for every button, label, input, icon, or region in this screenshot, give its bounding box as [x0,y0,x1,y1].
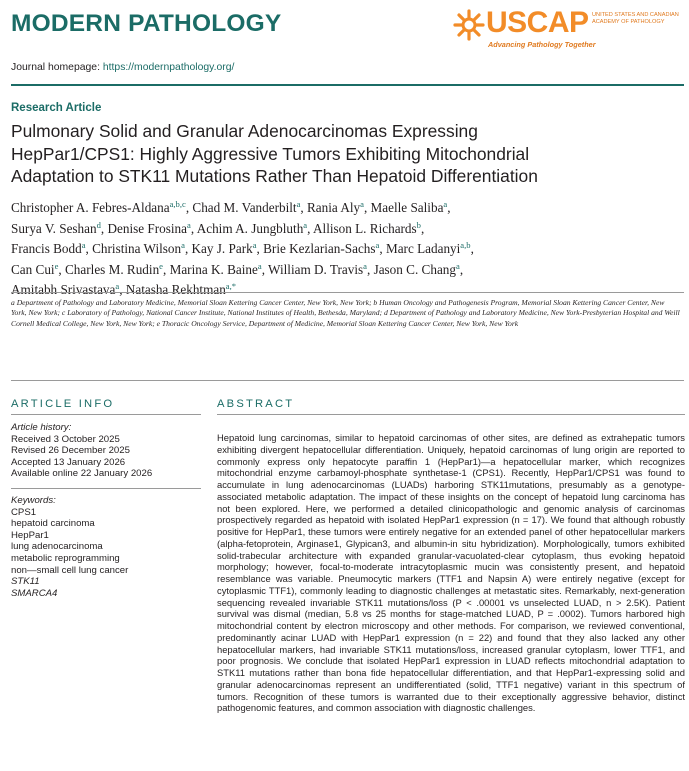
logo-academy-line: UNITED STATES AND CANADIAN ACADEMY OF PATHOLOGY [592,12,679,25]
abstract-rule [217,414,685,415]
section-rule [11,380,684,381]
author-affiliation-mark: e [54,260,59,271]
author-affiliation-mark: a,b [460,240,471,251]
title-line: Adaptation to STK11 Mutations Rather Than Hepatoid Differentiation [11,166,538,187]
author: Surya V. Seshan [11,220,97,236]
keyword-item: non—small cell lung cancer [11,564,129,576]
author: Marina K. Baine [169,261,258,277]
author: Allison L. Richards [313,220,417,236]
logo-tagline: Advancing Pathology Together [488,40,596,49]
abstract-text: Hepatoid lung carcinomas, similar to hepatoid carcinomas of other sites, are defined as extrahepatic tumors exhibiting divergent hepatocellular differentiation. Uniquely, hepatoid carcinomas of lung origin are reported to commonly express only hepatocyte paraffin 1 (HepPar1)—a hepatocellular marker, which recognizes mitochondrial enzyme carbamoyl-phosphate synthetase-1 (CPS1). Recently, HepPar1/CPS1 was found to accumulate in lung adenocarcinomas (LUADs) harboring STK11mutations, presumably as a genotype-associated metabolic adaptation. The impact of these insights on the concept of hepatoid lung carcinoma has not been explored. Here, we performed a detailed clinicopathologic and genomic analysis of carcinomas prospectively regarded as hepatoid with isolated HepPar1 expression (n = 17). We found that although robustly positive for HepPar1, these tumors were entirely negative for an extended panel of other hepatocellular markers (alpha-fetoprotein, Arginase1, Glypican3, and albumin-in situ hybridization). Morphologically, tumors exhibited solid-trabecular architecture with expanded granular-vacuolated-clear cytoplasm, thus evoking hepatoid morphology; however, focal-to-moderate intracytoplasmic mucin was consistently present, and hepatoid resemblance was variable. Pneumocytic markers (TTF1 and Napsin A) were entirely negative (except for cytoplasmic TTF1), commonly leading to diagnostic challenges at metastatic sites. Remarkably, next-generation sequencing revealed invariable STK11 mutations/loss (P < .00001 vs unselected LUAD, n > 2.5K). Patient survival was dismal (median, 5.8 vs 25 months for stage-matched LUAD, P = .0002). Tumors harbored high mitochondrial content by electron microscopy and other methods. For comparison, we reviewed conventional, predominantly acinar LUAD with HepPar1 expression (n = 22) and found that they also lacked any other hepatocellular markers, had invariable STK11 mutations/loss, increased granular cytoplasm, lower TTF1, and poor prognosis. We conclude that isolated HepPar1 expression in LUAD reflects mitochondrial adaptation to STK11 mutations rather than bona fide hepatocellular differentiation, and that HepPar1-expressing solid and granular adenocarcinomas represent an undifferentiated (solid, TTF1 negative) variant in this spectrum of tumors. Recognition of these tumors is warranted due to their exceptionally aggressive behavior, distinct pathogenomic features, and common association with diagnostic challenges. [217,432,685,714]
history-item: Revised 26 December 2025 [11,445,130,457]
author: Rania Aly [307,200,361,215]
author: Marc Ladanyi [385,241,461,257]
author-affiliation-mark: a [455,260,460,271]
author-list: Christopher A. Febres-Aldana$^{a,b,c}$, Chad M. Vanderbilt$^a$, Rania Aly$^a$, Maelle Saliba$^a$, Surya V. Seshan$^d$, Denise Frosina$^a$, Achim A. Jungbluth$^a$, Allison L. Richards$^b$, Francis Bodd$^a$, Christina Wilson$^a$, Kay J. Park$^a$, Brie Kezlarian-Sachs$^a$, Marc Ladanyi$^{a,b}$, Can Cui$^e$, Charles M. Rudin$^e$, Marina K. Baine$^a$, William D. Travis$^a$, Jason C. Chang$^a$, Amitabh Srivastava$^a$, Natasha Rekhtman$^{a,*}$ [11,199,474,298]
author: William D. Travis [268,261,364,277]
article-info-rule [11,414,201,415]
homepage-label: Journal homepage: [11,62,100,73]
author: Achim A. Jungbluth [196,220,304,236]
author: Can Cui [11,261,55,277]
author-affiliation-mark: a [257,260,262,271]
author: Charles M. Rudin [65,261,160,277]
author-affiliation-mark: a [115,281,120,292]
article-history [11,422,201,480]
history-label: Article history: [11,422,72,433]
uscap-logo[interactable] [452,6,684,52]
header-rule [11,84,684,86]
author: Denise Frosina [107,220,187,236]
author: Kay J. Park [191,241,253,257]
author-affiliation-mark: a [252,240,257,251]
keyword-item: CPS1 [11,506,37,518]
author: Natasha Rekhtman [125,282,226,298]
keywords [11,495,201,599]
author-affiliation-mark: a [181,240,185,251]
title-line: HepPar1/CPS1: Highly Aggressive Tumors Exhibiting Mitochondrial [11,143,530,164]
keyword-item: hepatoid carcinoma [11,518,95,530]
author-affiliation-mark: a [186,219,191,230]
author: Brie Kezlarian-Sachs [263,241,376,257]
article-type: Research Article [11,102,102,114]
affiliations: a Department of Pathology and Laboratory Medicine, Memorial Sloan Kettering Cancer Center, New York, New York; b Human Oncology and Pathogenesis Program, Memorial Sloan Kettering Cancer Center, New York, New York; c Laboratory of Pathology, National Cancer Institute, National Institutes of Health, Bethesda, Maryland; d Department of Pathology and Laboratory Medicine, New York-Presbyterian Hospital and Weill Cornell Medical College, New York, New York; e Thoracic Oncology Service, Department of Medicine, Memorial Sloan Kettering Cancer Center, New York, New York [11,298,680,328]
article-info-heading: ARTICLE INFO [11,398,115,410]
author: Jason C. Chang [373,261,456,277]
author: Amitabh Srivastava [11,282,116,298]
keyword-item: STK11 [11,576,40,588]
article-title [11,120,671,188]
journal-homepage [11,62,234,73]
homepage-link[interactable]: https://modernpathology.org/ [102,62,235,73]
abstract-heading: ABSTRACT [217,398,295,410]
article-info [11,422,201,605]
logo-wordmark: USCAP [486,6,589,39]
author-affiliation-mark: a [81,240,86,251]
history-item: Received 3 October 2025 [11,433,120,445]
author-affiliation-mark: a [375,240,380,251]
history-item: Available online 22 January 2026 [11,468,153,480]
keyword-item: metabolic reprogramming [11,552,120,564]
keywords-label: Keywords: [11,494,56,506]
history-item: Accepted 13 January 2026 [11,456,126,468]
author-affiliation-mark: b [416,219,421,230]
author: Christina Wilson [92,241,182,257]
author: Maelle Saliba [370,200,444,215]
author: Francis Bodd [11,241,82,257]
author-affiliation-mark: a,* [225,281,237,292]
author-affiliation-mark: a [303,219,308,230]
affiliations-rule [11,292,684,293]
author-affiliation-mark: a [363,260,367,271]
author-affiliation-mark: a [296,199,301,209]
author-affiliation-mark: e [159,260,163,271]
keyword-item: SMARCA4 [11,587,58,599]
keywords-rule [11,488,201,489]
author-affiliation-mark: a [443,199,448,209]
keyword-item: lung adenocarcinoma [11,541,103,553]
author: Christopher A. Febres-Aldana [11,200,170,215]
uscap-mark-icon [452,8,486,42]
title-line: Pulmonary Solid and Granular Adenocarcinomas Expressing [11,121,478,141]
author: Chad M. Vanderbilt [192,200,297,215]
journal-title: MODERN PATHOLOGY [11,10,282,37]
author-affiliation-mark: a [360,199,364,209]
author-affiliation-mark: d [96,219,101,230]
author-affiliation-mark: a,b,c [169,199,186,209]
keyword-item: HepPar1 [11,529,49,541]
